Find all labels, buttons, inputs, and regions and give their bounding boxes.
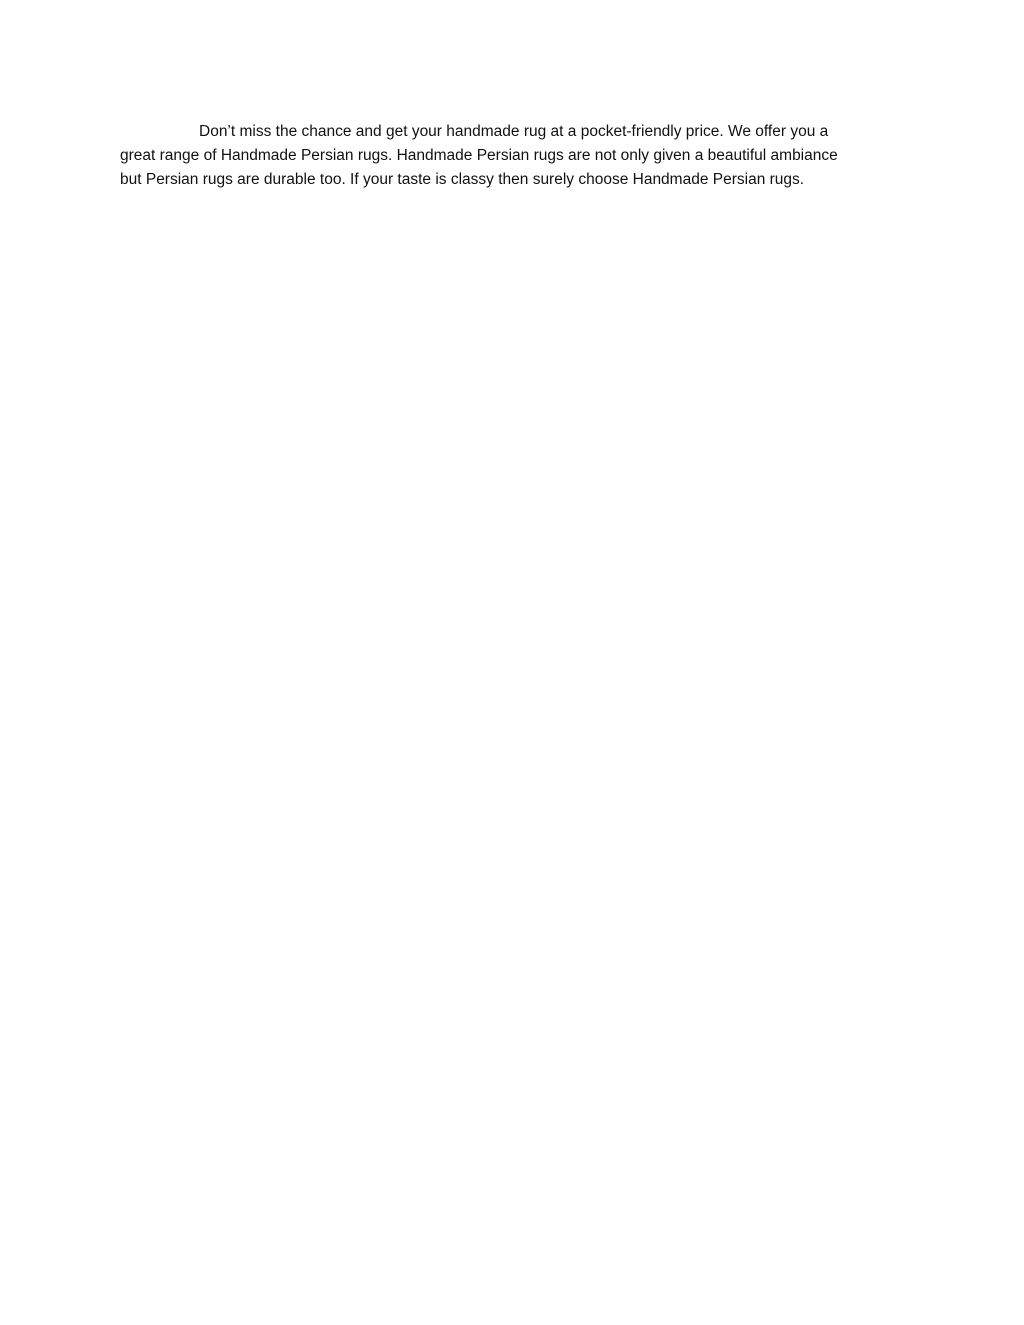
paragraph-line: but Persian rugs are durable too. If your taste is classy then surely choose Handmade Persian rugs. — [120, 171, 805, 188]
paragraph-line: Don’t miss the chance and get your handmade rug at a pocket-friendly price. We offer you a — [199, 123, 829, 140]
paragraph-line: great range of Handmade Persian rugs. Handmade Persian rugs are not only given a beautiful ambiance — [120, 147, 838, 164]
